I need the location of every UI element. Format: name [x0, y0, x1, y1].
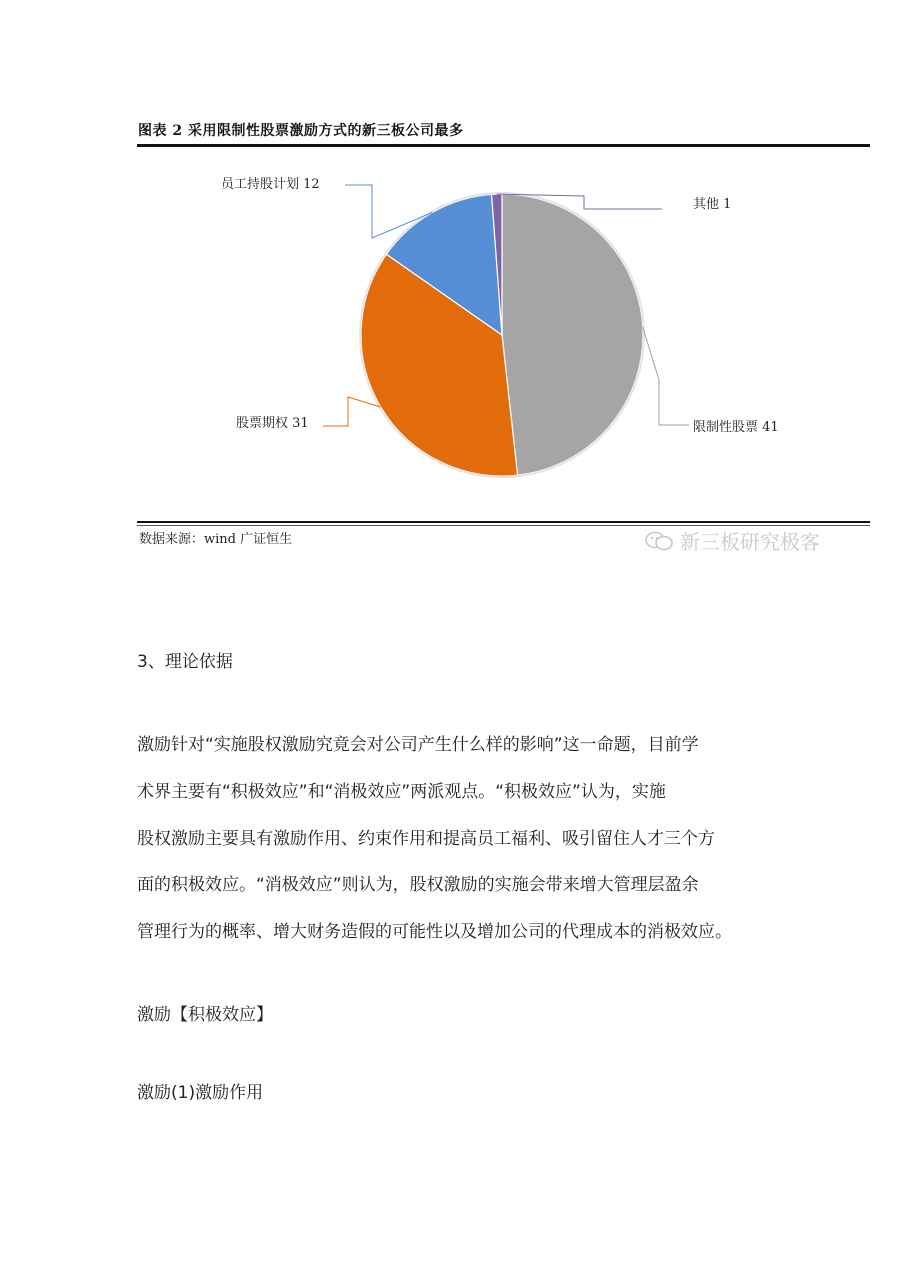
subsubheading: 激励(1)激励作用: [137, 1083, 264, 1103]
figure-top-rule: [137, 144, 870, 147]
figure-title: 图表 2 采用限制性股票激励方式的新三板公司最多: [138, 123, 464, 139]
data-source: 数据来源：wind 广证恒生: [139, 532, 293, 547]
leader-line: [323, 397, 381, 426]
paragraph-line: 股权激励主要具有激励作用、约束作用和提高员工福利、吸引留住人才三个方: [137, 829, 715, 849]
slice-label: 其他 1: [693, 197, 732, 212]
figure-bottom-rule: [137, 521, 870, 523]
subheading: 激励【积极效应】: [137, 1005, 273, 1025]
wechat-icon: [644, 530, 674, 552]
slice-label: 员工持股计划 12: [221, 177, 320, 192]
paragraph-line: 激励针对“实施股权激励究竟会对公司产生什么样的影响”这一命题，目前学: [137, 735, 699, 755]
leader-line: [643, 327, 689, 425]
pie-chart: [137, 148, 870, 518]
paragraph-line: 管理行为的概率、增大财务造假的可能性以及增加公司的代理成本的消极效应。: [137, 922, 732, 942]
pie-slice: [502, 194, 643, 475]
slice-label: 限制性股票 41: [693, 420, 779, 435]
slice-label: 股票期权 31: [236, 416, 309, 431]
paragraph-line: 术界主要有“积极效应”和“消极效应”两派观点。“积极效应”认为，实施: [137, 782, 666, 802]
paragraph-line: 面的积极效应。“消极效应”则认为，股权激励的实施会带来增大管理层盈余: [137, 875, 699, 895]
watermark-text: 新三板研究极客: [680, 530, 820, 554]
watermark: [644, 526, 820, 555]
section-heading: 3、理论依据: [137, 652, 233, 672]
